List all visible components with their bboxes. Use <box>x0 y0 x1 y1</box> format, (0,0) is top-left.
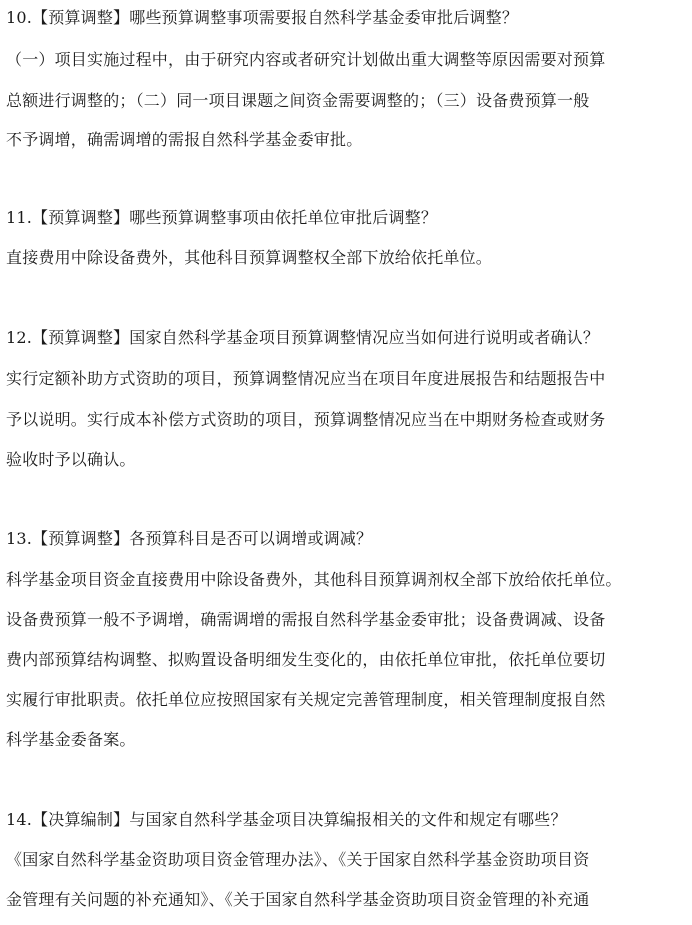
question-13: 13.【预算调整】各预算科目是否可以调增或调减？ <box>6 529 373 548</box>
question-14: 14.【决算编制】与国家自然科学基金项目决算编报相关的文件和规定有哪些？ <box>6 810 567 829</box>
answer-12-line-2: 予以说明。实行成本补偿方式资助的项目，预算调整情况应当在中期财务检查或财务 <box>6 410 606 429</box>
answer-10-line-1: （一）项目实施过程中，由于研究内容或者研究计划做出重大调整等原因需要对预算 <box>6 50 606 69</box>
question-11: 11.【预算调整】哪些预算调整事项由依托单位审批后调整？ <box>6 208 438 227</box>
answer-11-line-1: 直接费用中除设备费外，其他科目预算调整权全部下放给依托单位。 <box>6 248 493 267</box>
answer-13-line-3: 费内部预算结构调整、拟购置设备明细发生变化的，由依托单位审批，依托单位要切 <box>6 650 606 669</box>
answer-14-line-2: 金管理有关问题的补充通知》、《关于国家自然科学基金资助项目资金管理的补充通 <box>6 890 590 909</box>
answer-13-line-5: 科学基金委备案。 <box>6 730 136 749</box>
answer-10-line-2: 总额进行调整的；（二）同一项目课题之间资金需要调整的；（三）设备费预算一般 <box>6 91 590 110</box>
answer-14-line-1: 《国家自然科学基金资助项目资金管理办法》、《关于国家自然科学基金资助项目资 <box>6 850 590 869</box>
answer-12-line-1: 实行定额补助方式资助的项目，预算调整情况应当在项目年度进展报告和结题报告中 <box>6 369 606 388</box>
answer-13-line-1: 科学基金项目资金直接费用中除设备费外，其他科目预算调剂权全部下放给依托单位。 <box>6 570 622 589</box>
question-12: 12.【预算调整】国家自然科学基金项目预算调整情况应当如何进行说明或者确认？ <box>6 328 600 347</box>
answer-13-line-4: 实履行审批职责。依托单位应按照国家有关规定完善管理制度，相关管理制度报自然 <box>6 690 606 709</box>
answer-10-line-3: 不予调增，确需调增的需报自然科学基金委审批。 <box>6 130 363 149</box>
question-10: 10.【预算调整】哪些预算调整事项需要报自然科学基金委审批后调整？ <box>6 8 519 27</box>
answer-12-line-3: 验收时予以确认。 <box>6 450 136 469</box>
answer-13-line-2: 设备费预算一般不予调增，确需调增的需报自然科学基金委审批；设备费调减、设备 <box>6 610 606 629</box>
